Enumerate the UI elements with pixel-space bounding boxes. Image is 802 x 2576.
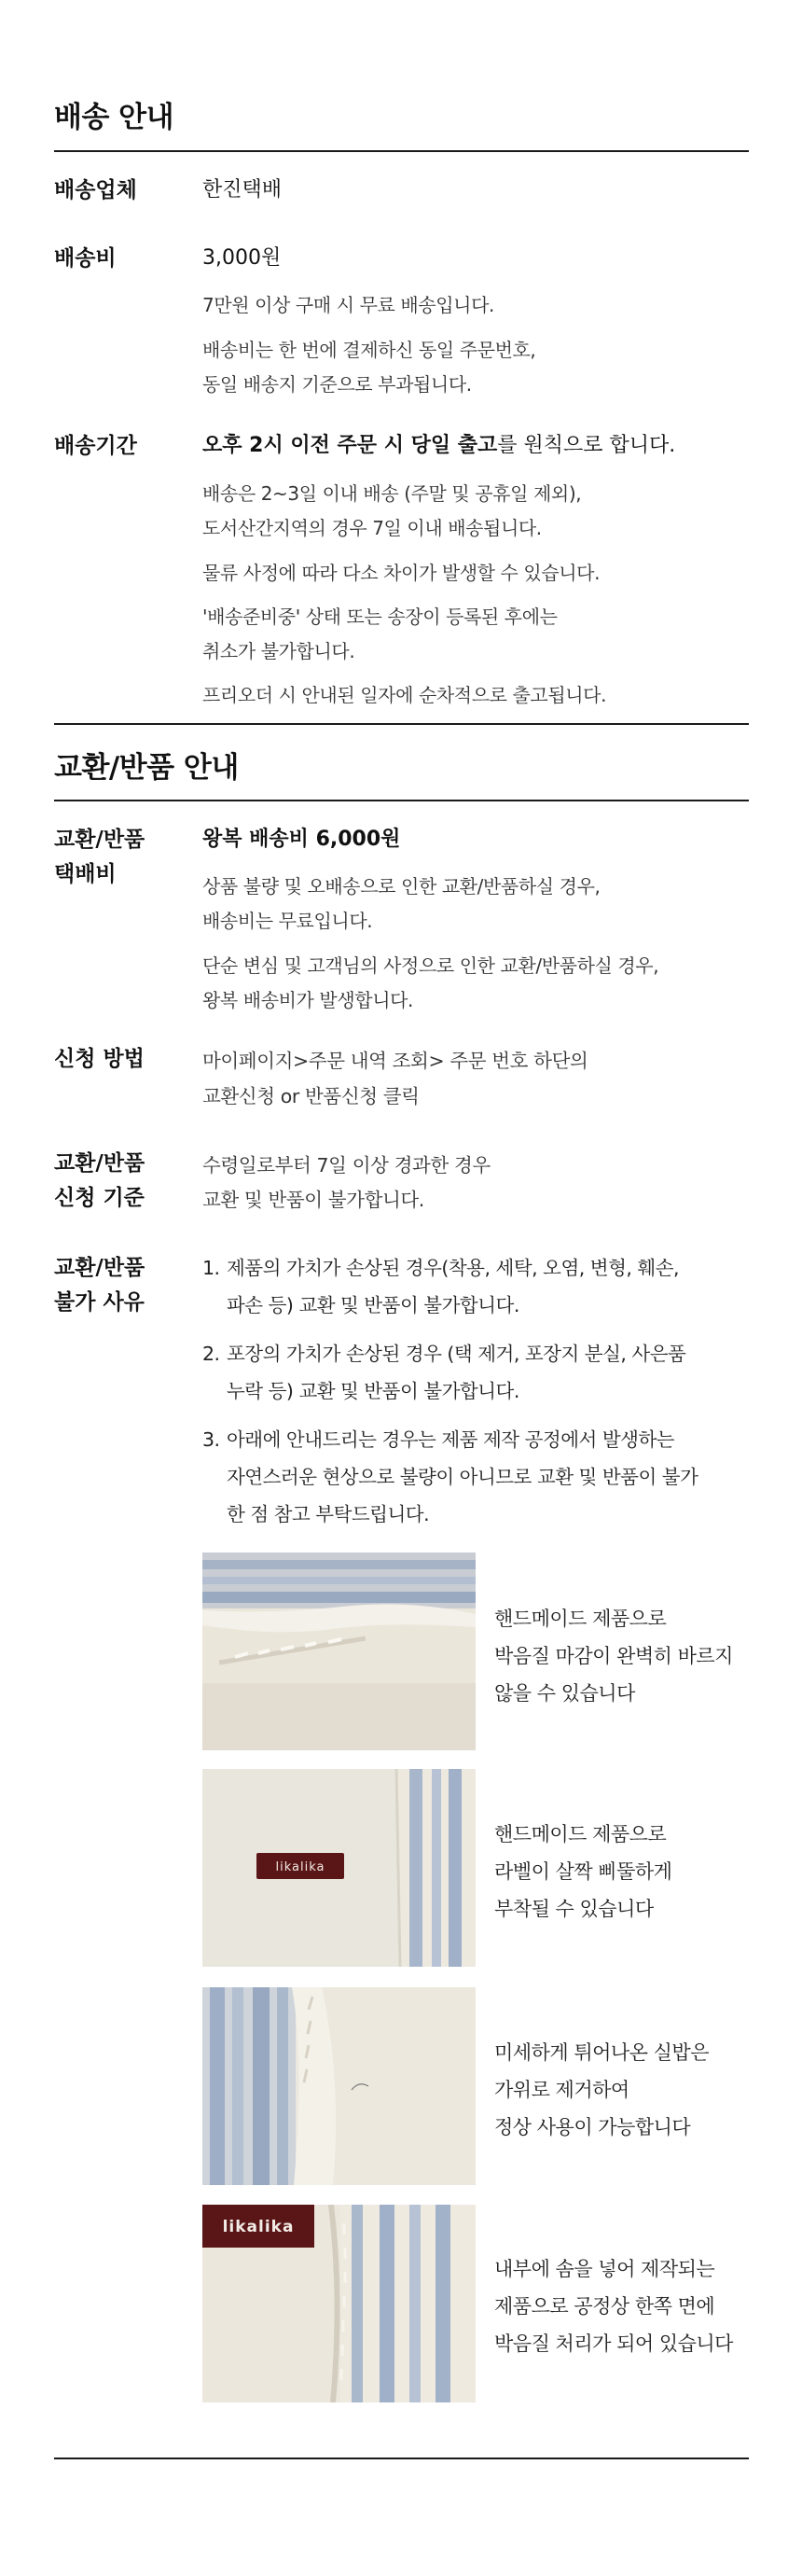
carrier-label: 배송업체 xyxy=(54,178,137,202)
criteria-note: 교환 및 반품이 불가합니다. xyxy=(202,1189,424,1211)
reason-number: 2. xyxy=(202,1343,220,1365)
reason-text: 파손 등) 교환 및 반품이 불가합니다. xyxy=(227,1294,519,1316)
caption-line: 핸드메이드 제품으로 xyxy=(494,1823,667,1845)
reason-item xyxy=(202,1335,762,1410)
carrier-value: 한진택배 xyxy=(202,178,283,202)
reason-text: 한 점 참고 부탁드립니다. xyxy=(227,1503,430,1525)
reason-text: 제품의 가치가 손상된 경우(착용, 세탁, 오염, 변형, 훼손, xyxy=(227,1257,680,1279)
example-photo-seam xyxy=(202,2205,476,2402)
apply-note: 교환신청 or 반품신청 클릭 xyxy=(202,1085,420,1107)
period-note: 배송은 2~3일 이내 배송 (주말 및 공휴일 제외), xyxy=(202,482,582,505)
return-fee-value: 왕복 배송비 6,000원 xyxy=(202,828,401,851)
caption-line: 제품으로 공정상 한쪽 면에 xyxy=(494,2295,715,2318)
example-photo-label xyxy=(202,1769,476,1967)
example-photo-stitching xyxy=(202,1553,476,1750)
fee-note: 동일 배송지 기준으로 부과됩니다. xyxy=(202,373,472,396)
reason-item xyxy=(202,1249,762,1324)
apply-note: 마이페이지>주문 내역 조회> 주문 번호 하단의 xyxy=(202,1050,588,1072)
example-caption xyxy=(494,2250,733,2362)
period-note: 물류 사정에 따라 다소 차이가 발생할 수 있습니다. xyxy=(202,562,601,584)
caption-line: 가위로 제거하여 xyxy=(494,2079,629,2101)
reason-number: 1. xyxy=(202,1257,220,1279)
caption-line: 박음질 마감이 완벽히 바르지 xyxy=(494,1645,733,1667)
example-caption xyxy=(494,1600,733,1712)
reason-text: 자연스러운 현상으로 불량이 아니므로 교환 및 반품이 불가 xyxy=(227,1466,698,1488)
return-fee-note: 왕복 배송비가 발생합니다. xyxy=(202,989,413,1011)
shipping-title-divider xyxy=(54,150,749,152)
example-photo-thread xyxy=(202,1987,476,2185)
reason-number: 3. xyxy=(202,1428,220,1451)
period-lead-rest: 를 원칙으로 합니다. xyxy=(497,434,676,457)
period-note: 도서산간지역의 경우 7일 이내 배송됩니다. xyxy=(202,517,542,539)
period-note: '배송준비중' 상태 또는 송장이 등록된 후에는 xyxy=(202,606,558,628)
reason-label: 불가 사유 xyxy=(54,1290,145,1315)
likalika-label-text: likalika xyxy=(275,1860,325,1874)
example-caption xyxy=(494,2034,709,2146)
fee-note: 7만원 이상 구매 시 무료 배송입니다. xyxy=(202,294,494,316)
likalika-label-text: likalika xyxy=(222,2218,295,2236)
section-divider xyxy=(54,723,749,725)
reason-text: 아래에 안내드리는 경우는 제품 제작 공정에서 발생하는 xyxy=(227,1428,675,1451)
caption-line: 라벨이 살짝 삐뚤하게 xyxy=(494,1860,672,1883)
reason-item xyxy=(202,1421,762,1533)
reason-text: 포장의 가치가 손상된 경우 (택 제거, 포장지 분실, 사은품 xyxy=(227,1343,686,1365)
caption-line: 박음질 처리가 되어 있습니다 xyxy=(494,2332,733,2355)
caption-line: 핸드메이드 제품으로 xyxy=(494,1608,667,1630)
return-fee-label: 교환/반품 xyxy=(54,828,145,852)
period-lead-bold: 오후 2시 이전 주문 시 당일 출고 xyxy=(202,434,498,457)
reason-list xyxy=(202,1249,762,1533)
shipping-title: 배송 안내 xyxy=(54,101,174,134)
period-note: 프리오더 시 안내된 일자에 순차적으로 출고됩니다. xyxy=(202,684,607,706)
reason-label: 교환/반품 xyxy=(54,1256,145,1280)
caption-line: 정상 사용이 가능합니다 xyxy=(494,2116,691,2138)
period-lead xyxy=(202,429,675,463)
return-fee-label: 택배비 xyxy=(54,862,117,886)
caption-line: 않을 수 있습니다 xyxy=(494,1682,635,1705)
fee-note: 배송비는 한 번에 결제하신 동일 주문번호, xyxy=(202,339,536,361)
return-fee-note: 배송비는 무료입니다. xyxy=(202,910,373,932)
period-label: 배송기간 xyxy=(54,434,137,458)
caption-line: 내부에 솜을 넣어 제작되는 xyxy=(494,2258,715,2280)
period-note: 취소가 불가합니다. xyxy=(202,640,355,662)
criteria-label: 교환/반품 xyxy=(54,1151,145,1176)
fee-value: 3,000원 xyxy=(202,246,282,270)
reason-text: 누락 등) 교환 및 반품이 불가합니다. xyxy=(227,1380,519,1402)
criteria-label: 신청 기준 xyxy=(54,1186,145,1210)
returns-title-divider xyxy=(54,800,749,801)
criteria-note: 수령일로부터 7일 이상 경과한 경우 xyxy=(202,1154,491,1177)
example-caption xyxy=(494,1816,671,1928)
returns-title: 교환/반품 안내 xyxy=(54,751,239,785)
return-fee-note: 상품 불량 및 오배송으로 인한 교환/반품하실 경우, xyxy=(202,875,601,898)
return-fee-note: 단순 변심 및 고객님의 사정으로 인한 교환/반품하실 경우, xyxy=(202,954,659,977)
apply-label: 신청 방법 xyxy=(54,1047,145,1071)
caption-line: 부착될 수 있습니다 xyxy=(494,1898,654,1920)
fee-label: 배송비 xyxy=(54,246,117,271)
caption-line: 미세하게 튀어나온 실밥은 xyxy=(494,2041,709,2064)
bottom-divider xyxy=(54,2458,749,2459)
